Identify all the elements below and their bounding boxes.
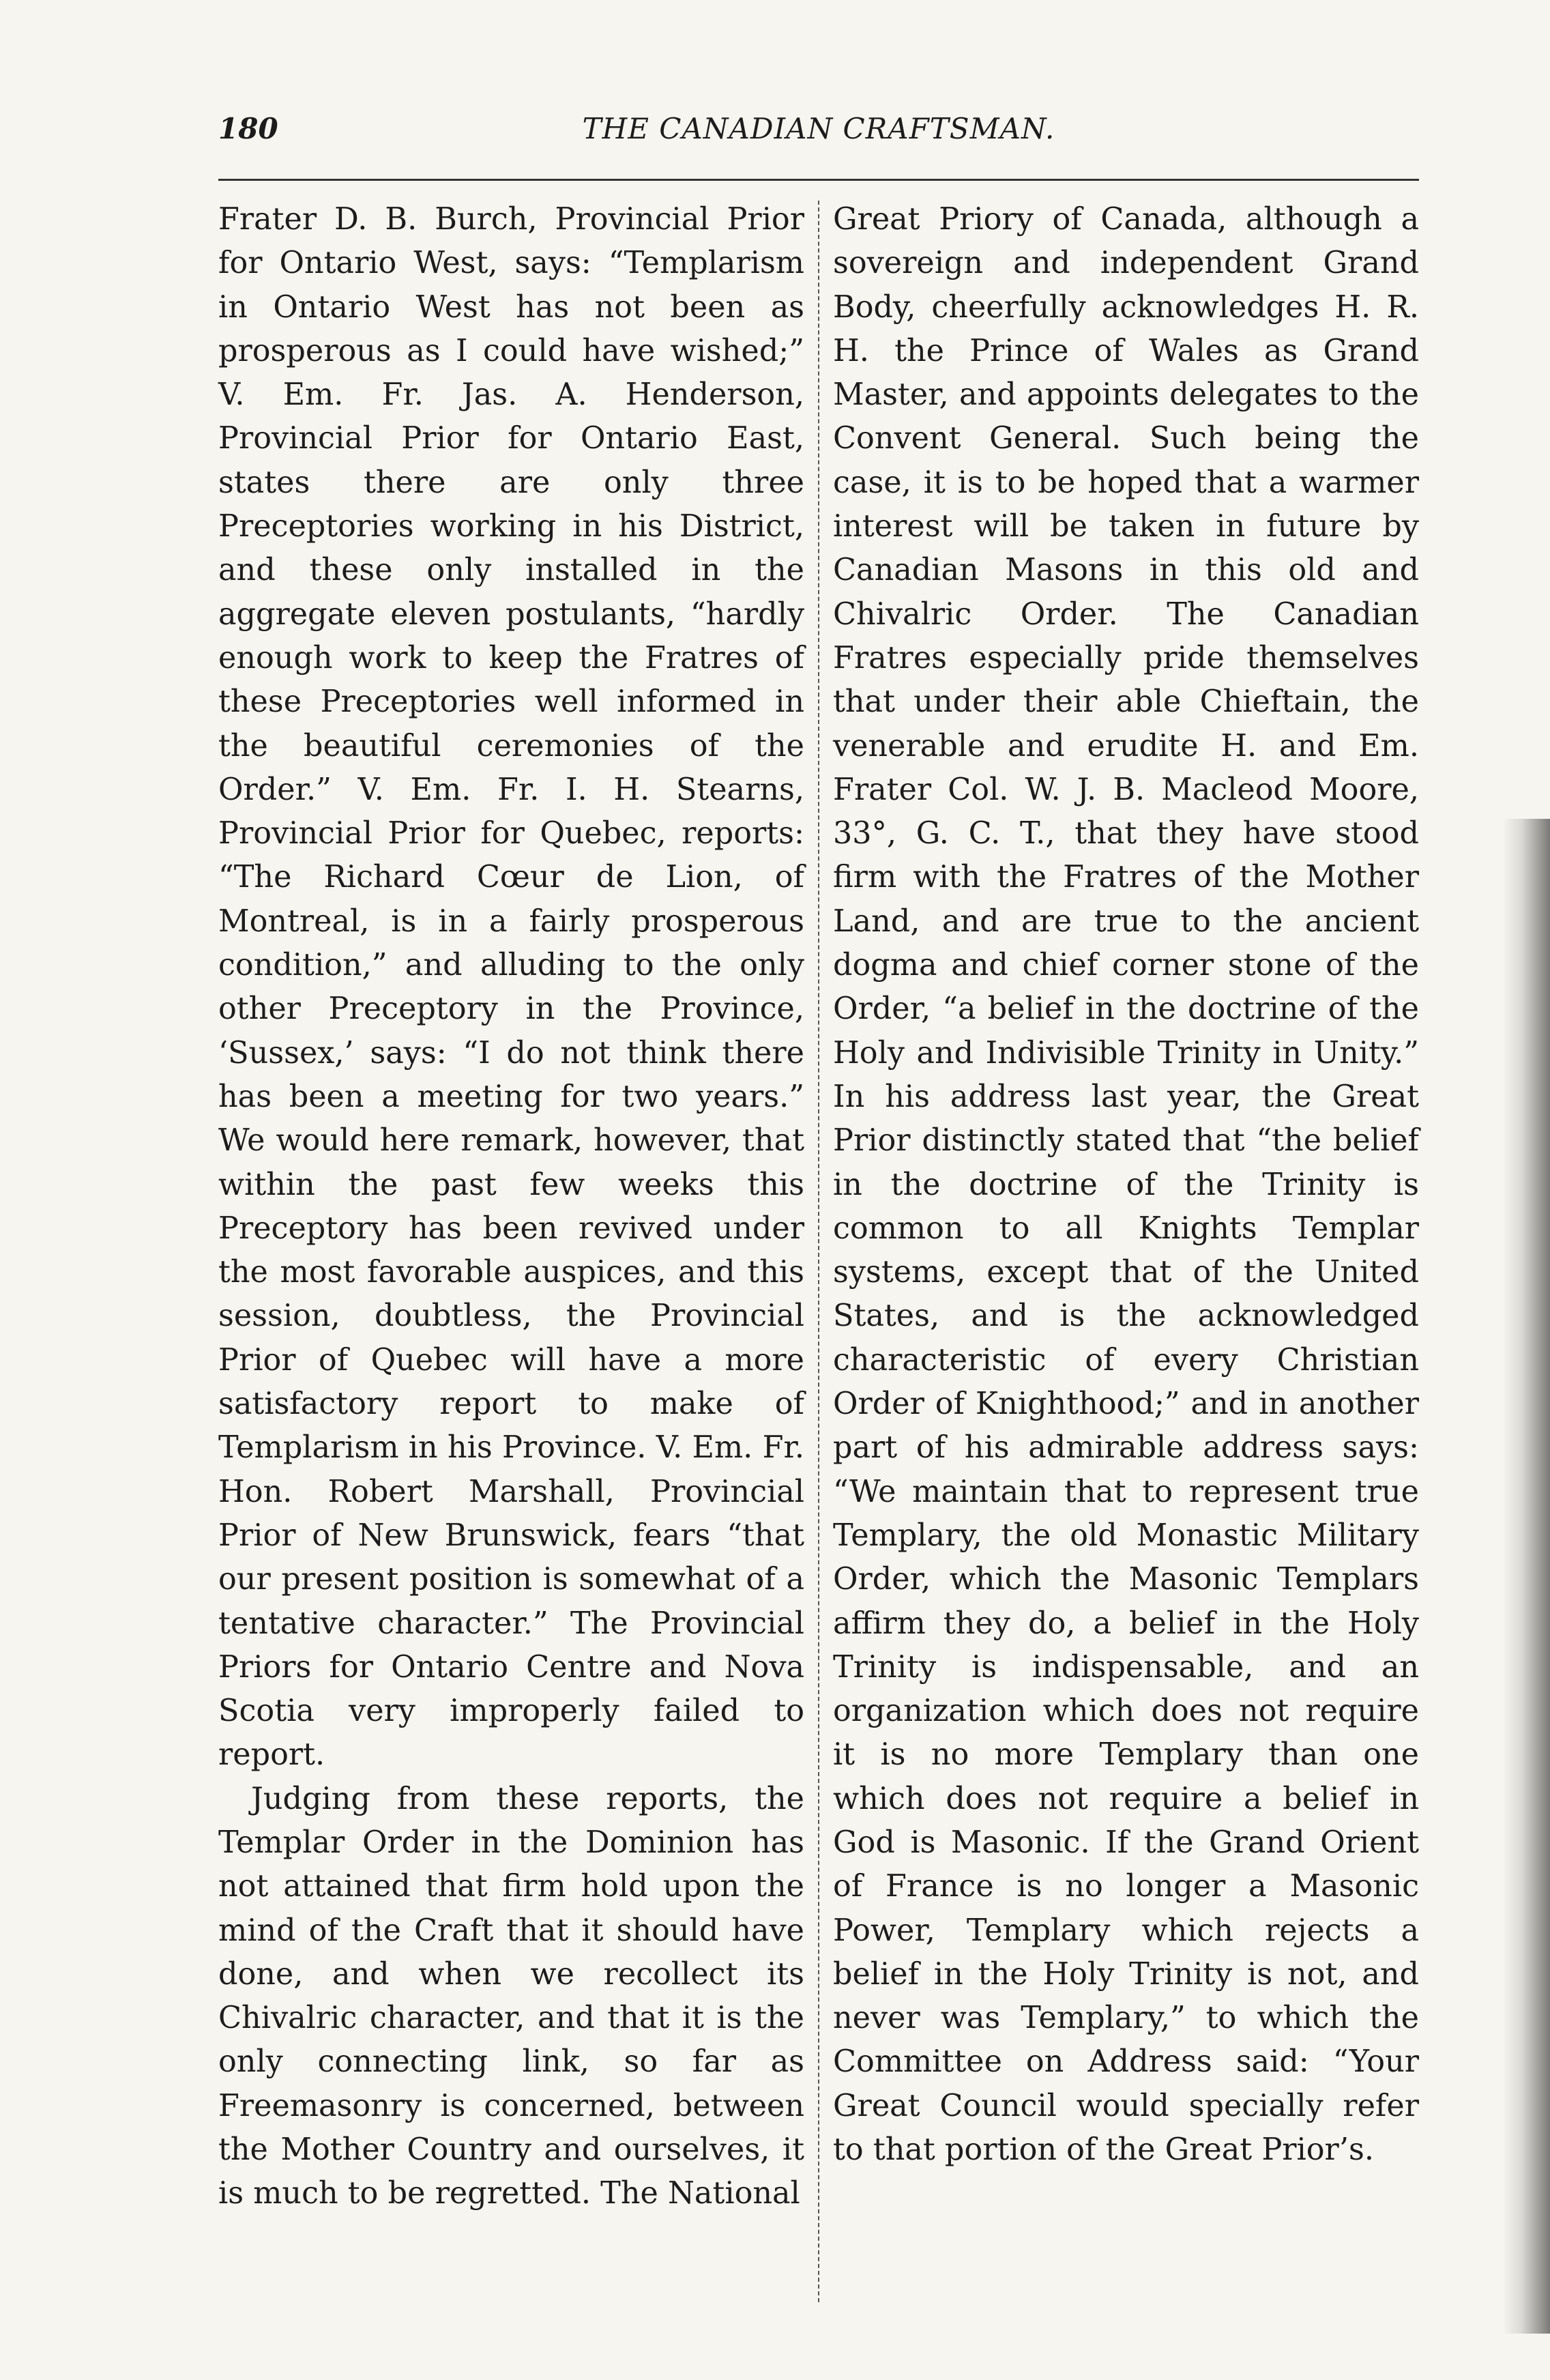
page-header xyxy=(218,102,1419,164)
page xyxy=(218,102,1419,2320)
page-number: 180 xyxy=(218,112,278,145)
left-paragraph-2: Judging from these reports, the Templar Order in the Dominion has not attained that firm hold upon the mind of the Craft that it should have done, and when we recollect its Chivalric character, and that it is the only connecting link, so far as Freemasonry is concerned, between the Mother Country and ourselves, it is much to be regretted. The National xyxy=(218,1781,804,2211)
right-column xyxy=(833,198,1419,2302)
header-rule xyxy=(218,179,1419,181)
column-divider xyxy=(818,201,819,2302)
left-column xyxy=(218,198,804,2302)
left-paragraph-1: Frater D. B. Burch, Provincial Prior for Ontario West, says: “Templarism in Ontario West has not been as prosperous as I could have wished;” V. Em. Fr. Jas. A. Henderson, Provincial Prior for Ontario East, states there are only three Preceptories working in his District, and these only installed in the aggregate eleven postulants, “hardly enough work to keep the Fratres of these Preceptories well informed in the beautiful ceremonies of the Order.” V. Em. Fr. I. H. Stearns, Provincial Prior for Quebec, reports: “The Richard Cœur de Lion, of Montreal, is in a fairly prosperous condition,” and alluding to the only other Preceptory in the Province, ‘Sussex,’ says: “I do not think there has been a meeting for two years.” We would here remark, however, that within the past few weeks this Preceptory has been revived under the most favorable auspices, and this session, doubtless, the Provincial Prior of Quebec will have a more satisfactory report to make of Templarism in his Province. V. Em. Fr. Hon. Robert Marshall, Provincial Prior of New Brunswick, fears “that our present position is somewhat of a tentative character.” The Provincial Priors for Ontario Centre and Nova Scotia very improperly failed to report. xyxy=(218,202,804,1773)
text-columns xyxy=(218,198,1419,2302)
running-title: THE CANADIAN CRAFTSMAN. xyxy=(582,112,1055,145)
scan-edge-shadow xyxy=(1502,819,1550,2334)
right-paragraph-1: Great Priory of Canada, although a sovereign and independent Grand Body, cheerfully acknowledges H. R. H. the Prince of Wales as Grand Master, and appoints delegates to the Convent General. Such being the case, it is to be hoped that a warmer interest will be taken in future by Canadian Masons in this old and Chivalric Order. The Canadian Fratres especially pride themselves that under their able Chieftain, the venerable and erudite H. and Em. Frater Col. W. J. B. Macleod Moore, 33°, G. C. T., that they have stood firm with the Fratres of the Mother Land, and are true to the ancient dogma and chief corner stone of the Order, “a belief in the doctrine of the Holy and Indivisible Trinity in Unity.” In his address last year, the Great Prior distinctly stated that “the belief in the doctrine of the Trinity is common to all Knights Templar systems, except that of the United States, and is the acknowledged characteristic of every Christian Order of Knighthood;” and in another part of his admirable address says: “We maintain that to represent true Templary, the old Monastic Military Order, which the Masonic Templars affirm they do, a belief in the Holy Trinity is indispensable, and an organization which does not require it is no more Templary than one which does not require a belief in God is Masonic. If the Grand Orient of France is no longer a Masonic Power, Templary which rejects a belief in the Holy Trinity is not, and never was Templary,” to which the Committee on Address said: “Your Great Council would specially refer to that portion of the Great Prior’s. xyxy=(833,202,1419,2168)
